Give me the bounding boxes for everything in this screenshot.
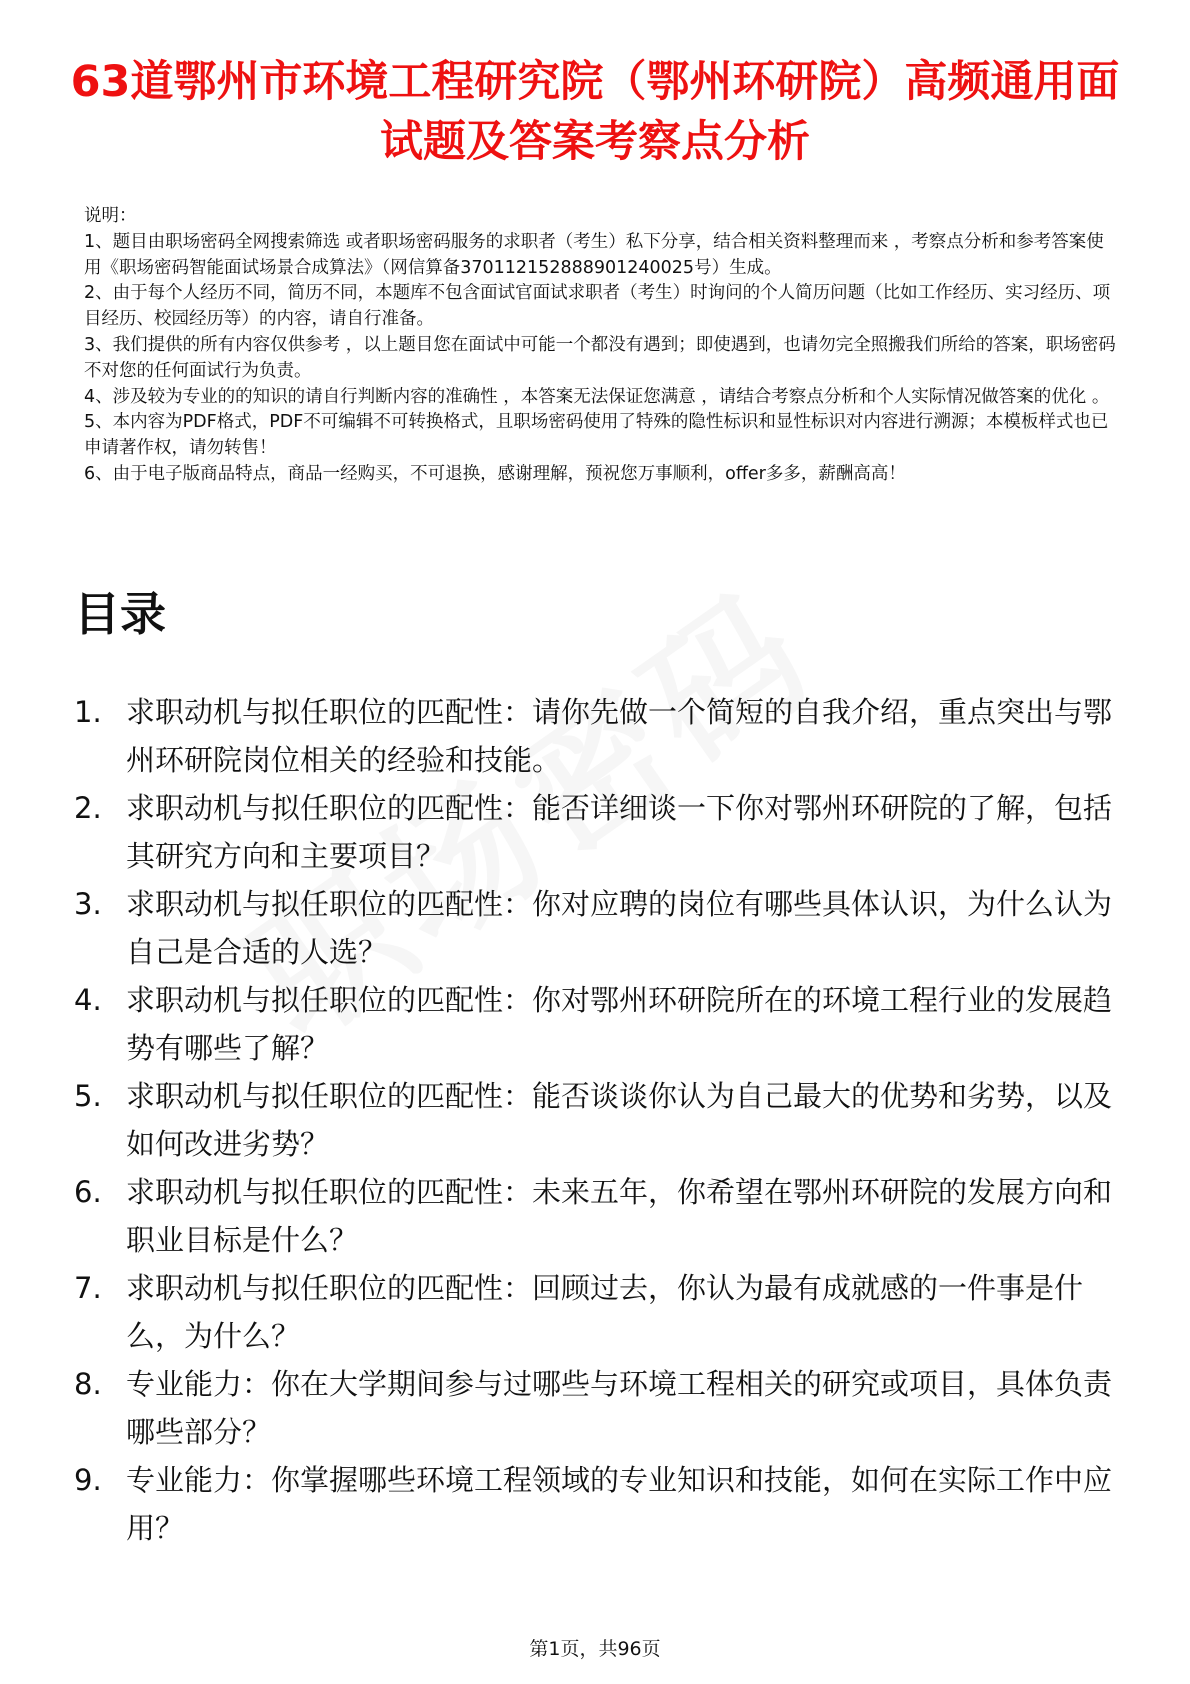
toc-item-number: 4. [74, 983, 102, 1017]
toc-item[interactable] [74, 1264, 1124, 1360]
toc-item[interactable] [74, 688, 1124, 784]
note-item: 6、由于电子版商品特点，商品一经购买，不可退换，感谢理解，预祝您万事顺利，offer多多，薪酬高高！ [84, 463, 906, 484]
toc-item[interactable] [74, 1360, 1124, 1456]
toc-list [74, 688, 1124, 1552]
document-title: 63道鄂州市环境工程研究院（鄂州环研院）高频通用面试题及答案考察点分析 [70, 57, 1120, 167]
toc-item[interactable] [74, 1072, 1124, 1168]
toc-item-text: 求职动机与拟任职位的匹配性：请你先做一个简短的自我介绍，重点突出与鄂州环研院岗位相关的经验和技能。 [126, 695, 1113, 777]
note-item: 3、我们提供的所有内容仅供参考 ，以上题目您在面试中可能一个都没有遇到；即使遇到，也请勿完全照搬我们所给的答案，职场密码不对您的任何面试行为负责。 [84, 334, 1116, 381]
toc-item-number: 9. [74, 1463, 102, 1497]
toc-item[interactable] [74, 880, 1124, 976]
notes-section [84, 204, 1120, 488]
note-item: 4、涉及较为专业的的知识的请自行判断内容的准确性 ，本答案无法保证您满意 ，请结合考察点分析和个人实际情况做答案的优化 。 [84, 386, 1110, 407]
toc-item[interactable] [74, 1168, 1124, 1264]
toc-item-text: 求职动机与拟任职位的匹配性：能否详细谈一下你对鄂州环研院的了解，包括其研究方向和主要项目？ [126, 791, 1113, 873]
toc-item-text: 专业能力：你在大学期间参与过哪些与环境工程相关的研究或项目，具体负责哪些部分？ [126, 1367, 1113, 1449]
toc-item-text: 求职动机与拟任职位的匹配性：能否谈谈你认为自己最大的优势和劣势，以及如何改进劣势？ [126, 1079, 1113, 1161]
toc-heading: 目录 [74, 587, 166, 641]
toc-item-text: 求职动机与拟任职位的匹配性：未来五年，你希望在鄂州环研院的发展方向和职业目标是什么？ [126, 1175, 1113, 1257]
toc-item-text: 专业能力：你掌握哪些环境工程领域的专业知识和技能，如何在实际工作中应用？ [126, 1463, 1113, 1545]
toc-item[interactable] [74, 784, 1124, 880]
toc-item-number: 5. [74, 1079, 102, 1113]
toc-item-number: 6. [74, 1175, 102, 1209]
toc-item[interactable] [74, 976, 1124, 1072]
note-item: 5、本内容为PDF格式，PDF不可编辑不可转换格式，且职场密码使用了特殊的隐性标识和显性标识对内容进行溯源；本模板样式也已申请著作权，请勿转售！ [84, 412, 1109, 459]
toc-item-text: 求职动机与拟任职位的匹配性：你对鄂州环研院所在的环境工程行业的发展趋势有哪些了解？ [126, 983, 1113, 1065]
notes-heading: 说明： [84, 206, 137, 226]
toc-item-text: 求职动机与拟任职位的匹配性：你对应聘的岗位有哪些具体认识，为什么认为自己是合适的人选？ [126, 887, 1113, 969]
toc-item-number: 8. [74, 1367, 102, 1401]
toc-item-number: 7. [74, 1271, 102, 1305]
toc-item[interactable] [74, 1456, 1124, 1552]
page-footer: 第1页，共96页 [529, 1638, 661, 1660]
toc-item-number: 3. [74, 887, 102, 921]
toc-item-text: 求职动机与拟任职位的匹配性：回顾过去，你认为最有成就感的一件事是什么，为什么？ [126, 1271, 1084, 1353]
note-item: 2、由于每个人经历不同，简历不同，本题库不包含面试官面试求职者（考生）时询问的个人简历问题（比如工作经历、实习经历、项目经历、校园经历等）的内容，请自行准备。 [84, 283, 1111, 330]
note-item: 1、题目由职场密码全网搜索筛选 或者职场密码服务的求职者（考生）私下分享，结合相关资料整理而来 ，考察点分析和参考答案使用《职场密码智能面试场景合成算法》（网信算备370112152888901240025号）生成。 [84, 231, 1104, 278]
toc-item-number: 1. [74, 695, 102, 729]
toc-item-number: 2. [74, 791, 102, 825]
